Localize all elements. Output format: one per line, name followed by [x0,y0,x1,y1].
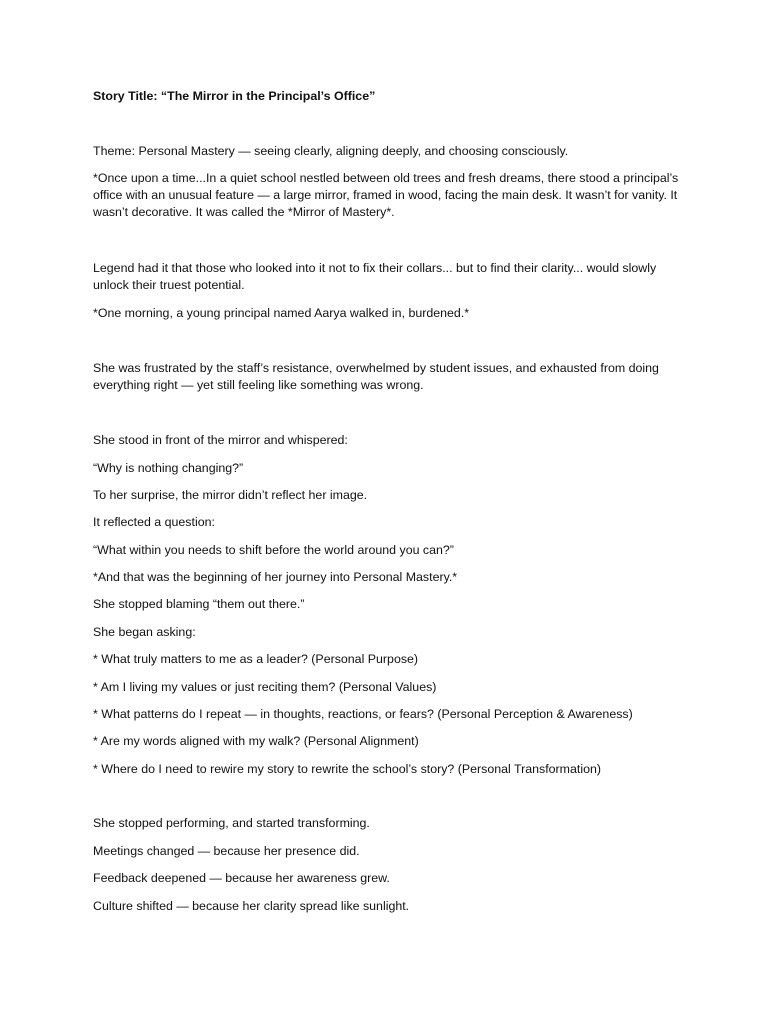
reflected-line: It reflected a question: [93,515,215,529]
beginning-line: *And that was the beginning of her journey into Personal Mastery.* [93,570,458,584]
question-line: “What within you needs to shift before the world around you can?” [93,543,454,557]
question-item: * Where do I need to rewire my story to rewrite the school’s story? (Personal Transformation) [93,762,601,776]
closing-line: She stopped performing, and started transforming. [93,816,370,830]
asking-line: She began asking: [93,625,196,639]
question-item: * What patterns do I repeat — in thoughts, reactions, or fears? (Personal Perception & Awareness) [93,707,633,721]
frustrated-paragraph: She was frustrated by the staff’s resistance, overwhelmed by student issues, and exhausted from doing everything right — yet still feeling like something was wrong. [93,361,659,392]
legend-paragraph: Legend had it that those who looked into it not to fix their collars... but to find their clarity... would slowly unlock their truest potential. [93,261,657,292]
surprise-line: To her surprise, the mirror didn’t reflect her image. [93,488,368,502]
morning-line: *One morning, a young principal named Aarya walked in, burdened.* [93,306,470,320]
closing-line: Meetings changed — because her presence did. [93,844,360,858]
stood-line: She stood in front of the mirror and whispered: [93,433,348,447]
closing-line: Feedback deepened — because her awareness grew. [93,871,390,885]
intro-paragraph: *Once upon a time...In a quiet school nestled between old trees and fresh dreams, there stood a principal’s office with an unusual feature — a large mirror, framed in wood, facing the main desk. It wasn’t for vanity. It wasn’t decorative. It was called the *Mirror of Mastery*. [93,171,679,219]
blaming-line: She stopped blaming “them out there.” [93,597,305,611]
closing-line: Culture shifted — because her clarity spread like sunlight. [93,899,410,913]
why-line: “Why is nothing changing?” [93,461,244,475]
story-title: Story Title: “The Mirror in the Principal’s Office” [93,89,376,103]
theme-line: Theme: Personal Mastery — seeing clearly, aligning deeply, and choosing consciously. [93,144,569,158]
question-item: * What truly matters to me as a leader? (Personal Purpose) [93,652,419,666]
question-item: * Am I living my values or just reciting them? (Personal Values) [93,680,437,694]
question-item: * Are my words aligned with my walk? (Personal Alignment) [93,734,419,748]
